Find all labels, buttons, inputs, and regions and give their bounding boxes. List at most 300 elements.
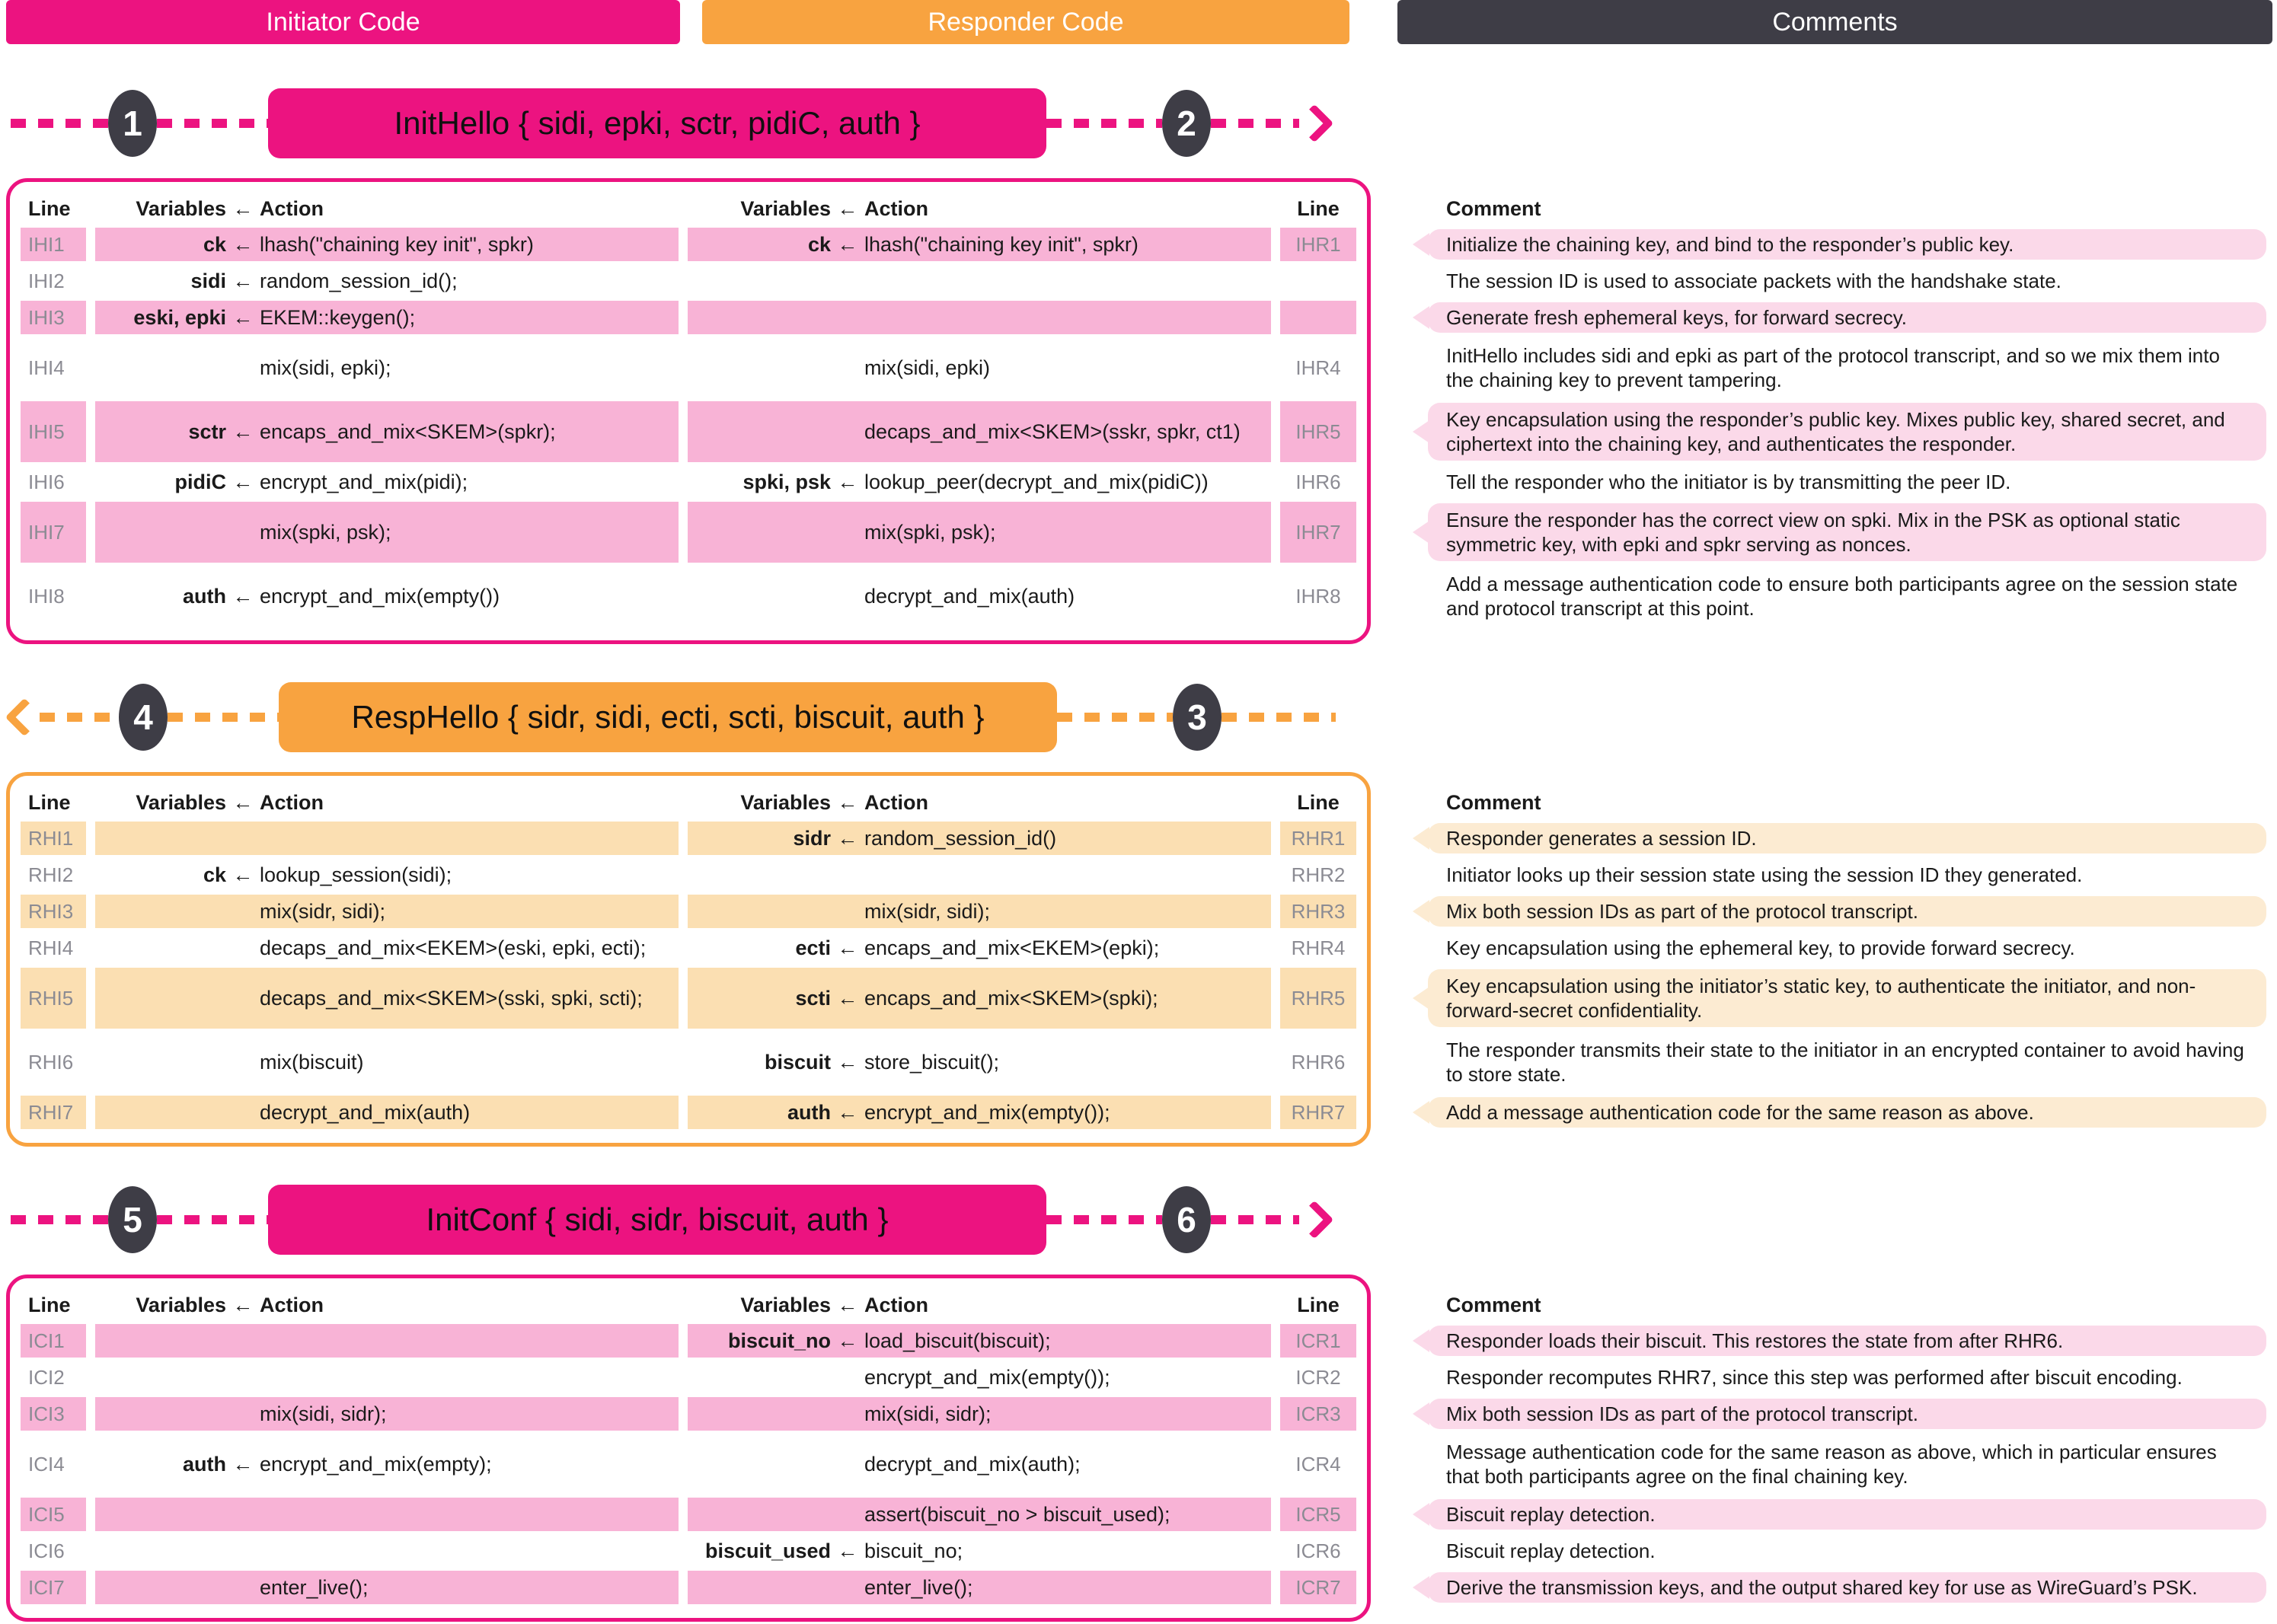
action-code-text: enter_live();	[864, 1575, 973, 1599]
dashed-line-segment	[168, 713, 279, 722]
section-inithello	[0, 87, 2277, 644]
action-code-text: encaps_and_mix<SKEM>(spki);	[864, 986, 1158, 1010]
action-code-text: decaps_and_mix<SKEM>(sskr, spkr, ct1)	[864, 420, 1241, 443]
initiator-columns-header	[95, 786, 679, 818]
table-row	[21, 1324, 1356, 1358]
line-label: IHR8	[1295, 584, 1341, 608]
responder-code-header	[702, 0, 1349, 44]
bubble-tail-icon	[1413, 987, 1429, 1010]
dashed-line-segment	[1046, 119, 1162, 128]
comment-plain	[1397, 1032, 2271, 1093]
line-label: ICI5	[21, 1498, 86, 1531]
dashed-line-segment	[157, 119, 268, 128]
assign-arrow-icon: ←	[232, 1452, 254, 1476]
assign-arrow-icon: ←	[232, 420, 254, 443]
section-resphello	[0, 681, 2277, 1147]
step-circle-1: 1	[108, 90, 157, 157]
initiator-columns-header	[95, 193, 679, 225]
right-action-cell	[688, 931, 1271, 965]
step-circle-2: 2	[1162, 90, 1211, 157]
right-action-cell	[688, 465, 1271, 499]
right-action-cell	[688, 1032, 1271, 1093]
dashed-line-segment	[11, 1215, 108, 1224]
action-column-header: Action	[260, 196, 324, 220]
step-circle-3: 3	[1173, 684, 1222, 751]
line-column-header: Line	[1297, 790, 1340, 814]
message-pill: InitHello { sidi, epki, sctr, pidiC, auth }	[268, 88, 1046, 158]
left-action-cell	[95, 1096, 679, 1129]
line-label: ICR3	[1280, 1397, 1356, 1431]
assign-arrow-icon: ←	[837, 1329, 858, 1352]
line-label: ICR7	[1280, 1571, 1356, 1604]
table-row	[21, 566, 1356, 627]
line-label: ICR6	[1295, 1539, 1341, 1562]
comment-row	[1397, 401, 2271, 462]
variables-column-header: Variables	[136, 1293, 226, 1316]
table-row	[21, 895, 1356, 928]
line-column-header: Line	[28, 1293, 71, 1316]
message-flow	[0, 87, 2277, 160]
dashed-line-segment	[1222, 713, 1336, 722]
section-initconf	[0, 1183, 2277, 1622]
right-action-cell	[688, 1498, 1271, 1531]
comment-row	[1397, 1324, 2271, 1358]
table-row	[21, 931, 1356, 965]
comment-plain	[1397, 465, 2271, 499]
comment-row	[1397, 337, 2271, 398]
comment-row	[1397, 895, 2271, 928]
comment-text: The responder transmits their state to the initiator in an encrypted container to avoid having to store state.	[1446, 1039, 2244, 1086]
line-label: IHI5	[21, 401, 86, 462]
assign-arrow-icon: ←	[837, 1100, 858, 1124]
step-circle-5: 5	[108, 1186, 157, 1253]
table-row	[21, 1434, 1356, 1495]
right-action-cell	[688, 1397, 1271, 1431]
assign-arrow-icon: ←	[232, 269, 254, 292]
bubble-tail-icon	[1413, 1329, 1429, 1352]
left-action-cell	[95, 1498, 679, 1531]
comment-text: Initiator looks up their session state using the session ID they generated.	[1446, 863, 2083, 886]
assign-arrow-icon: ←	[232, 196, 254, 220]
action-code-text: mix(spki, psk);	[864, 520, 996, 544]
assign-arrow-icon: ←	[837, 1293, 858, 1316]
comment-row	[1397, 1571, 2271, 1604]
action-code-text: mix(spki, psk);	[260, 520, 391, 544]
left-action-cell	[95, 1397, 679, 1431]
variables-text: spki, psk	[742, 470, 831, 493]
bubble-tail-icon	[1413, 1101, 1429, 1124]
line-label: RHR2	[1291, 863, 1346, 886]
bubble-tail-icon	[1413, 1402, 1429, 1425]
line-label: IHR7	[1280, 502, 1356, 563]
comment-plain	[1397, 858, 2271, 892]
comment-bubble	[1428, 969, 2266, 1027]
action-code-text: lookup_peer(decrypt_and_mix(pidiC))	[864, 470, 1209, 493]
dashed-line-segment	[1046, 1215, 1162, 1224]
left-action-cell	[95, 566, 679, 627]
assign-arrow-icon: ←	[837, 790, 858, 814]
section-content	[6, 178, 2271, 644]
comment-row	[1397, 822, 2271, 855]
comment-row	[1397, 858, 2271, 892]
left-action-cell	[95, 1434, 679, 1495]
comment-row	[1397, 264, 2271, 298]
bubble-tail-icon	[1413, 1576, 1429, 1599]
right-action-cell	[688, 1361, 1271, 1394]
right-action-cell	[688, 895, 1271, 928]
step-circle-4: 4	[119, 684, 168, 751]
line-label: ICR2	[1295, 1365, 1341, 1389]
comment-row	[1397, 566, 2271, 627]
left-action-cell	[95, 1361, 679, 1394]
comment-text: Mix both session IDs as part of the protocol transcript.	[1446, 1402, 1918, 1425]
bubble-tail-icon	[1413, 306, 1429, 329]
action-code-text: load_biscuit(biscuit);	[864, 1329, 1051, 1352]
comments-column	[1397, 772, 2271, 1147]
action-code-text: encrypt_and_mix(empty);	[260, 1452, 492, 1476]
comments-column	[1397, 1275, 2271, 1622]
comment-bubble	[1428, 1399, 2266, 1429]
left-action-cell	[95, 1032, 679, 1093]
left-action-cell	[95, 465, 679, 499]
comment-bubble	[1428, 1097, 2266, 1128]
line-label: RHR7	[1280, 1096, 1356, 1129]
line-label: RHI3	[21, 895, 86, 928]
right-action-cell	[688, 401, 1271, 462]
action-column-header: Action	[260, 790, 324, 814]
right-action-cell	[688, 264, 1271, 298]
assign-arrow-icon: ←	[232, 305, 254, 329]
line-label: IHI1	[21, 228, 86, 261]
line-column-header: Line	[28, 790, 71, 814]
variables-text: pidiC	[174, 470, 226, 493]
variables-column-header: Variables	[136, 790, 226, 814]
assign-arrow-icon: ←	[837, 826, 858, 850]
left-action-cell	[95, 822, 679, 855]
comment-row	[1397, 1032, 2271, 1093]
comment-bubble	[1428, 896, 2266, 927]
assign-arrow-icon: ←	[232, 584, 254, 608]
line-label: IHI7	[21, 502, 86, 563]
assign-arrow-icon: ←	[837, 470, 858, 493]
dashed-line-segment	[157, 1215, 268, 1224]
comment-text: Ensure the responder has the correct view on spki. Mix in the PSK as optional static symmetric key, with epki and spkr serving as nonces.	[1446, 509, 2180, 556]
right-action-cell	[688, 228, 1271, 261]
step-circle-6: 6	[1162, 1186, 1211, 1253]
action-code-text: mix(biscuit)	[260, 1050, 364, 1074]
section-content	[6, 1275, 2271, 1622]
action-code-text: random_session_id()	[864, 826, 1057, 850]
bubble-tail-icon	[1413, 420, 1429, 443]
variables-text: ck	[807, 232, 831, 256]
table-header-row	[21, 1289, 1356, 1321]
right-action-cell	[688, 968, 1271, 1029]
action-code-text: lhash("chaining key init", spkr)	[260, 232, 534, 256]
line-label: IHI8	[28, 584, 65, 608]
comment-text: Generate fresh ephemeral keys, for forward secrecy.	[1446, 306, 1907, 329]
left-action-cell	[95, 895, 679, 928]
comment-row	[1397, 1498, 2271, 1531]
comment-column-header: Comment	[1446, 790, 1541, 814]
message-pill: InitConf { sidi, sidr, biscuit, auth }	[268, 1185, 1046, 1255]
variables-text: sctr	[188, 420, 226, 443]
responder-columns-header	[688, 193, 1271, 225]
assign-arrow-icon: ←	[232, 790, 254, 814]
comment-text: Biscuit replay detection.	[1446, 1503, 1656, 1526]
variables-column-header: Variables	[740, 196, 831, 220]
variables-column-header: Variables	[740, 790, 831, 814]
dashed-line-segment	[40, 713, 119, 722]
bubble-tail-icon	[1413, 1503, 1429, 1526]
left-action-cell	[95, 1534, 679, 1568]
action-code-text: encaps_and_mix<SKEM>(spkr);	[260, 420, 556, 443]
action-code-text: mix(sidi, epki);	[260, 356, 391, 379]
comment-row	[1397, 228, 2271, 261]
comment-plain	[1397, 566, 2271, 627]
line-label: RHI5	[21, 968, 86, 1029]
action-code-text: mix(sidi, sidr);	[260, 1402, 387, 1425]
left-action-cell	[95, 401, 679, 462]
code-table	[6, 178, 1371, 644]
variables-text: sidi	[190, 269, 226, 292]
variables-text: auth	[183, 584, 226, 608]
line-label: ICR1	[1280, 1324, 1356, 1358]
action-code-text: mix(sidr, sidi);	[260, 899, 386, 923]
comment-bubble	[1428, 1326, 2266, 1356]
variables-text: auth	[787, 1100, 831, 1124]
action-code-text: decaps_and_mix<SKEM>(sski, spki, scti);	[260, 986, 643, 1010]
assign-arrow-icon: ←	[232, 863, 254, 886]
line-label: IHI3	[21, 301, 86, 334]
comment-column-header: Comment	[1446, 1293, 1541, 1316]
action-code-text: enter_live();	[260, 1575, 369, 1599]
left-action-cell	[95, 931, 679, 965]
comment-text: Key encapsulation using the initiator’s static key, to authenticate the initiator, and non-forward-secret confidentiality.	[1446, 975, 2196, 1022]
assign-arrow-icon: ←	[837, 196, 858, 220]
line-label: IHR6	[1295, 470, 1341, 493]
variables-text: ck	[203, 863, 226, 886]
comment-bubble	[1428, 1572, 2266, 1603]
line-column-header: Line	[1297, 196, 1340, 220]
table-row	[21, 228, 1356, 261]
dashed-line-segment	[1211, 119, 1299, 128]
table-row	[21, 1534, 1356, 1568]
comment-plain	[1397, 931, 2271, 965]
arrowhead-left-icon	[5, 698, 44, 737]
right-action-cell	[688, 566, 1271, 627]
variables-column-header: Variables	[740, 1293, 831, 1316]
line-label: RHI6	[28, 1050, 74, 1074]
comment-text: Initialize the chaining key, and bind to the responder’s public key.	[1446, 233, 2014, 256]
line-label: ICI7	[21, 1571, 86, 1604]
line-label: IHR1	[1280, 228, 1356, 261]
assign-arrow-icon: ←	[232, 1293, 254, 1316]
assign-arrow-icon: ←	[837, 986, 858, 1010]
right-action-cell	[688, 822, 1271, 855]
right-action-cell	[688, 301, 1271, 334]
variables-text: eski, epki	[133, 305, 226, 329]
dashed-line-segment	[1211, 1215, 1299, 1224]
responder-columns-header	[688, 1289, 1271, 1321]
right-action-cell	[688, 1434, 1271, 1495]
column-header-bars	[0, 0, 2277, 44]
table-row	[21, 1096, 1356, 1129]
comments-label: Comments	[1772, 7, 1898, 37]
comment-bubble	[1428, 302, 2266, 333]
right-action-cell	[688, 858, 1271, 892]
action-code-text: encrypt_and_mix(empty())	[260, 584, 500, 608]
assign-arrow-icon: ←	[837, 1050, 858, 1074]
initiator-columns-header	[95, 1289, 679, 1321]
right-action-cell	[688, 1534, 1271, 1568]
table-row	[21, 337, 1356, 398]
message-flow	[0, 681, 2277, 754]
comment-text: Responder loads their biscuit. This restores the state from after RHR6.	[1446, 1329, 2064, 1352]
table-row	[21, 822, 1356, 855]
comment-row	[1397, 931, 2271, 965]
action-code-text: store_biscuit();	[864, 1050, 1000, 1074]
table-row	[21, 1571, 1356, 1604]
line-column-header: Line	[28, 196, 71, 220]
initiator-code-label: Initiator Code	[266, 7, 420, 37]
table-row	[21, 465, 1356, 499]
line-label: ICI2	[28, 1365, 65, 1389]
dashed-line-segment	[1057, 713, 1173, 722]
table-row	[21, 264, 1356, 298]
variables-text: sidr	[793, 826, 831, 850]
line-label: RHR3	[1280, 895, 1356, 928]
left-action-cell	[95, 228, 679, 261]
bubble-tail-icon	[1413, 521, 1429, 544]
variables-text: auth	[183, 1452, 226, 1476]
left-action-cell	[95, 858, 679, 892]
variables-text: ck	[203, 232, 226, 256]
variables-text: biscuit_no	[727, 1329, 831, 1352]
comment-plain	[1397, 1361, 2271, 1394]
comment-row	[1397, 1434, 2271, 1495]
bubble-tail-icon	[1413, 827, 1429, 850]
line-label: ICR4	[1295, 1452, 1341, 1476]
line-label: ICI1	[21, 1324, 86, 1358]
action-code-text: decaps_and_mix<EKEM>(eski, epki, ecti);	[260, 936, 647, 959]
action-code-text: biscuit_no;	[864, 1539, 963, 1562]
line-label: IHR4	[1295, 356, 1341, 379]
comment-bubble	[1428, 403, 2266, 461]
table-row	[21, 1032, 1356, 1093]
action-code-text: encrypt_and_mix(empty());	[864, 1100, 1110, 1124]
arrowhead-right-icon	[1295, 104, 1334, 143]
action-column-header: Action	[260, 1293, 324, 1316]
comment-text: Derive the transmission keys, and the output shared key for use as WireGuard’s PSK.	[1446, 1576, 2198, 1599]
line-label: IHI2	[28, 269, 65, 292]
comment-row	[1397, 1361, 2271, 1394]
assign-arrow-icon: ←	[837, 1539, 858, 1562]
line-label: RHI7	[21, 1096, 86, 1129]
message-flow	[0, 1183, 2277, 1256]
line-label: IHI4	[28, 356, 65, 379]
line-label: ICI6	[28, 1539, 65, 1562]
comment-text: Responder generates a session ID.	[1446, 827, 1757, 850]
variables-text: scti	[795, 986, 831, 1010]
action-column-header: Action	[864, 1293, 928, 1316]
left-action-cell	[95, 1571, 679, 1604]
comment-row	[1397, 465, 2271, 499]
action-code-text: encaps_and_mix<EKEM>(epki);	[864, 936, 1160, 959]
action-column-header: Action	[864, 196, 928, 220]
variables-column-header: Variables	[136, 196, 226, 220]
line-label: RHR6	[1291, 1050, 1346, 1074]
comment-column-header: Comment	[1446, 196, 1541, 220]
table-row	[21, 401, 1356, 462]
table-row	[21, 968, 1356, 1029]
comment-plain	[1397, 264, 2271, 298]
comment-text: Add a message authentication code to ensure both participants agree on the session state and protocol transcript at this point.	[1446, 573, 2238, 620]
right-action-cell	[688, 1096, 1271, 1129]
line-label: ICR5	[1280, 1498, 1356, 1531]
comment-plain	[1397, 1434, 2271, 1495]
comment-plain	[1397, 1534, 2271, 1568]
comment-bubble	[1428, 503, 2266, 561]
protocol-sections	[0, 87, 2277, 1622]
left-action-cell	[95, 264, 679, 298]
assign-arrow-icon: ←	[837, 936, 858, 959]
comment-text: The session ID is used to associate packets with the handshake state.	[1446, 270, 2061, 292]
bubble-tail-icon	[1413, 900, 1429, 923]
section-content	[6, 772, 2271, 1147]
action-code-text: lhash("chaining key init", spkr)	[864, 232, 1138, 256]
line-label: ICI4	[28, 1452, 65, 1476]
right-action-cell	[688, 337, 1271, 398]
line-label: RHI4	[28, 936, 74, 959]
right-action-cell	[688, 502, 1271, 563]
action-code-text: lookup_session(sidi);	[260, 863, 452, 886]
table-row	[21, 1498, 1356, 1531]
line-label: RHI1	[21, 822, 86, 855]
left-action-cell	[95, 301, 679, 334]
assign-arrow-icon: ←	[232, 470, 254, 493]
table-row	[21, 1397, 1356, 1431]
comment-row	[1397, 1397, 2271, 1431]
line-label: RHI2	[28, 863, 74, 886]
table-header-row	[21, 786, 1356, 818]
comment-text: Key encapsulation using the ephemeral key, to provide forward secrecy.	[1446, 936, 2075, 959]
comment-text: Key encapsulation using the responder’s public key. Mixes public key, shared secret, and ciphertext into the chaining key, and authenticates the responder.	[1446, 408, 2225, 455]
left-action-cell	[95, 1324, 679, 1358]
action-code-text: assert(biscuit_no > biscuit_used);	[864, 1502, 1170, 1526]
variables-text: ecti	[795, 936, 831, 959]
comment-text: InitHello includes sidi and epki as part of the protocol transcript, and so we mix them into the chaining key to prevent tampering.	[1446, 344, 2220, 391]
action-code-text: decrypt_and_mix(auth)	[864, 584, 1075, 608]
right-action-cell	[688, 1571, 1271, 1604]
action-code-text: decrypt_and_mix(auth)	[260, 1100, 471, 1124]
line-label: RHR1	[1280, 822, 1356, 855]
table-row	[21, 858, 1356, 892]
comments-header	[1397, 0, 2272, 44]
right-action-cell	[688, 1324, 1271, 1358]
line-label: IHI6	[28, 470, 65, 493]
comment-text: Tell the responder who the initiator is by transmitting the peer ID.	[1446, 471, 2011, 493]
comment-text: Biscuit replay detection.	[1446, 1539, 1656, 1562]
comment-row	[1397, 502, 2271, 563]
action-code-text: mix(sidr, sidi);	[864, 899, 991, 923]
comment-text: Message authentication code for the same reason as above, which in particular ensures that both participants agree on the final chaining key.	[1446, 1441, 2217, 1488]
line-label: RHR4	[1291, 936, 1346, 959]
comment-row	[1397, 1096, 2271, 1129]
line-label	[1280, 301, 1356, 334]
table-row	[21, 502, 1356, 563]
dashed-line-segment	[11, 119, 108, 128]
variables-text: biscuit	[764, 1050, 831, 1074]
